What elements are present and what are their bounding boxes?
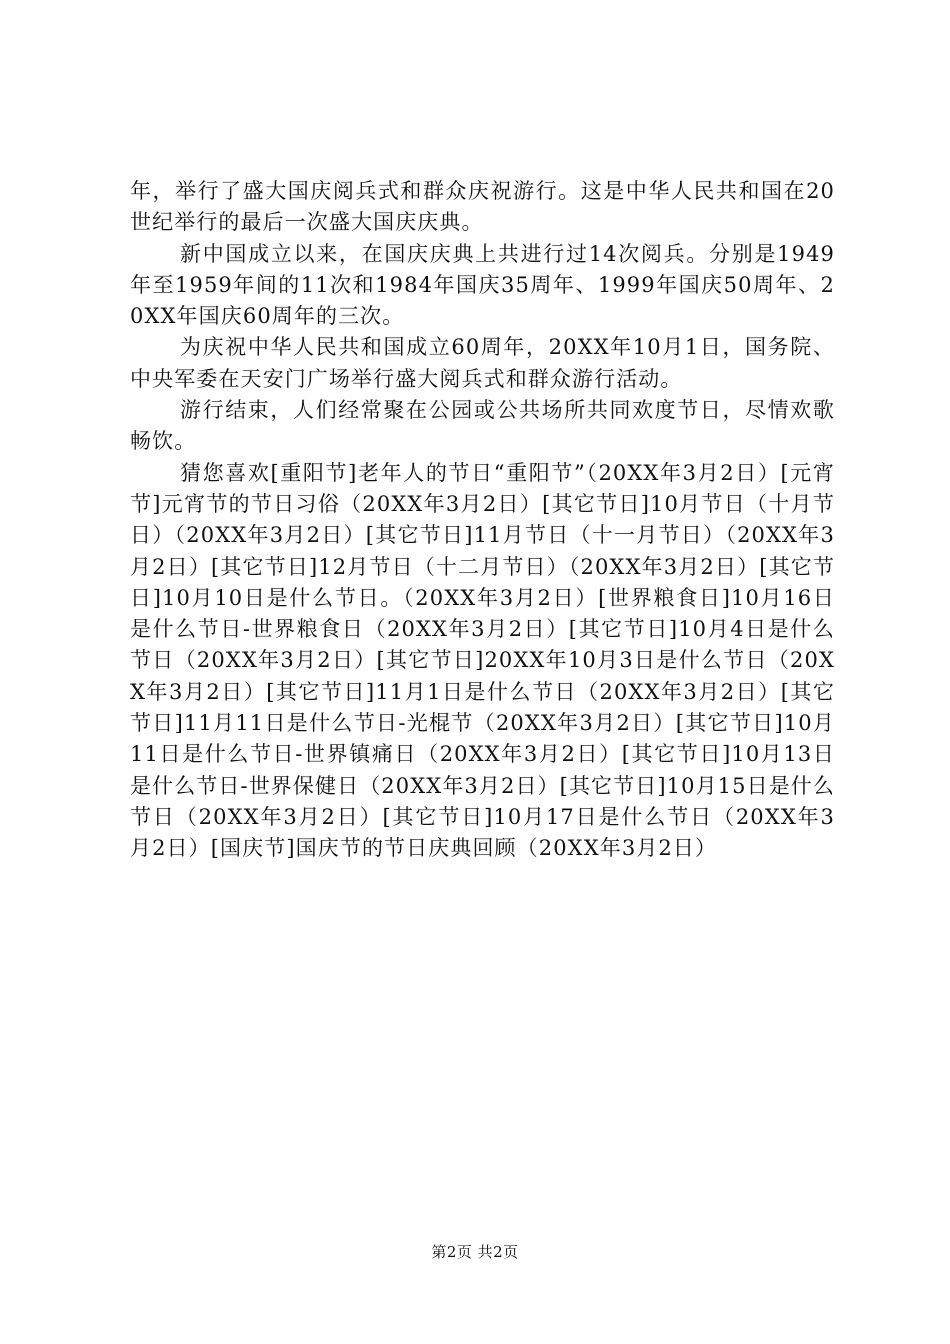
- document-body: [130, 176, 835, 865]
- paragraph-continuation: 年，举行了盛大国庆阅兵式和群众庆祝游行。这是中华人民共和国在20世纪举行的最后一次盛大国庆庆典。: [130, 179, 835, 235]
- paragraph-related-articles: 猜您喜欢[重阳节]老年人的节日“重阳节”（20XX年3月2日）[元宵节]元宵节的节日习俗（20XX年3月2日）[其它节日]10月节日（十月节日）（20XX年3月2日）[其它节日]11月节日（十一月节日）（20XX年3月2日）[其它节日]12月节日（十二月节日）（20XX年3月2日）[其它节日]10月10日是什么节日。（20XX年3月2日）[世界粮食日]10月16日是什么节日-世界粮食日（20XX年3月2日）[其它节日]10月4日是什么节日（20XX年3月2日）[其它节日]20XX年10月3日是什么节日（20XX年3月2日）[其它节日]11月1日是什么节日（20XX年3月2日）[其它节日]11月11日是什么节日-光棍节（20XX年3月2日）[其它节日]10月11日是什么节日-世界镇痛日（20XX年3月2日）[其它节日]10月13日是什么节日-世界保健日（20XX年3月2日）[其它节日]10月15日是什么节日（20XX年3月2日）[其它节日]10月17日是什么节日（20XX年3月2日）[国庆节]国庆节的节日庆典回顾（20XX年3月2日）: [130, 460, 835, 861]
- paragraph-after-parade: 游行结束，人们经常聚在公园或公共场所共同欢度节日，尽情欢歌畅饮。: [130, 398, 835, 454]
- paragraph-60th-anniversary: 为庆祝中华人民共和国成立60周年，20XX年10月1日，国务院、中央军委在天安门广场举行盛大阅兵式和群众游行活动。: [130, 335, 835, 391]
- paragraph-military-parades: 新中国成立以来，在国庆庆典上共进行过14次阅兵。分别是1949年至1959年间的11次和1984年国庆35周年、1999年国庆50周年、20XX年国庆60周年的三次。: [130, 241, 835, 329]
- page-number-footer: 第2页 共2页: [431, 1243, 519, 1261]
